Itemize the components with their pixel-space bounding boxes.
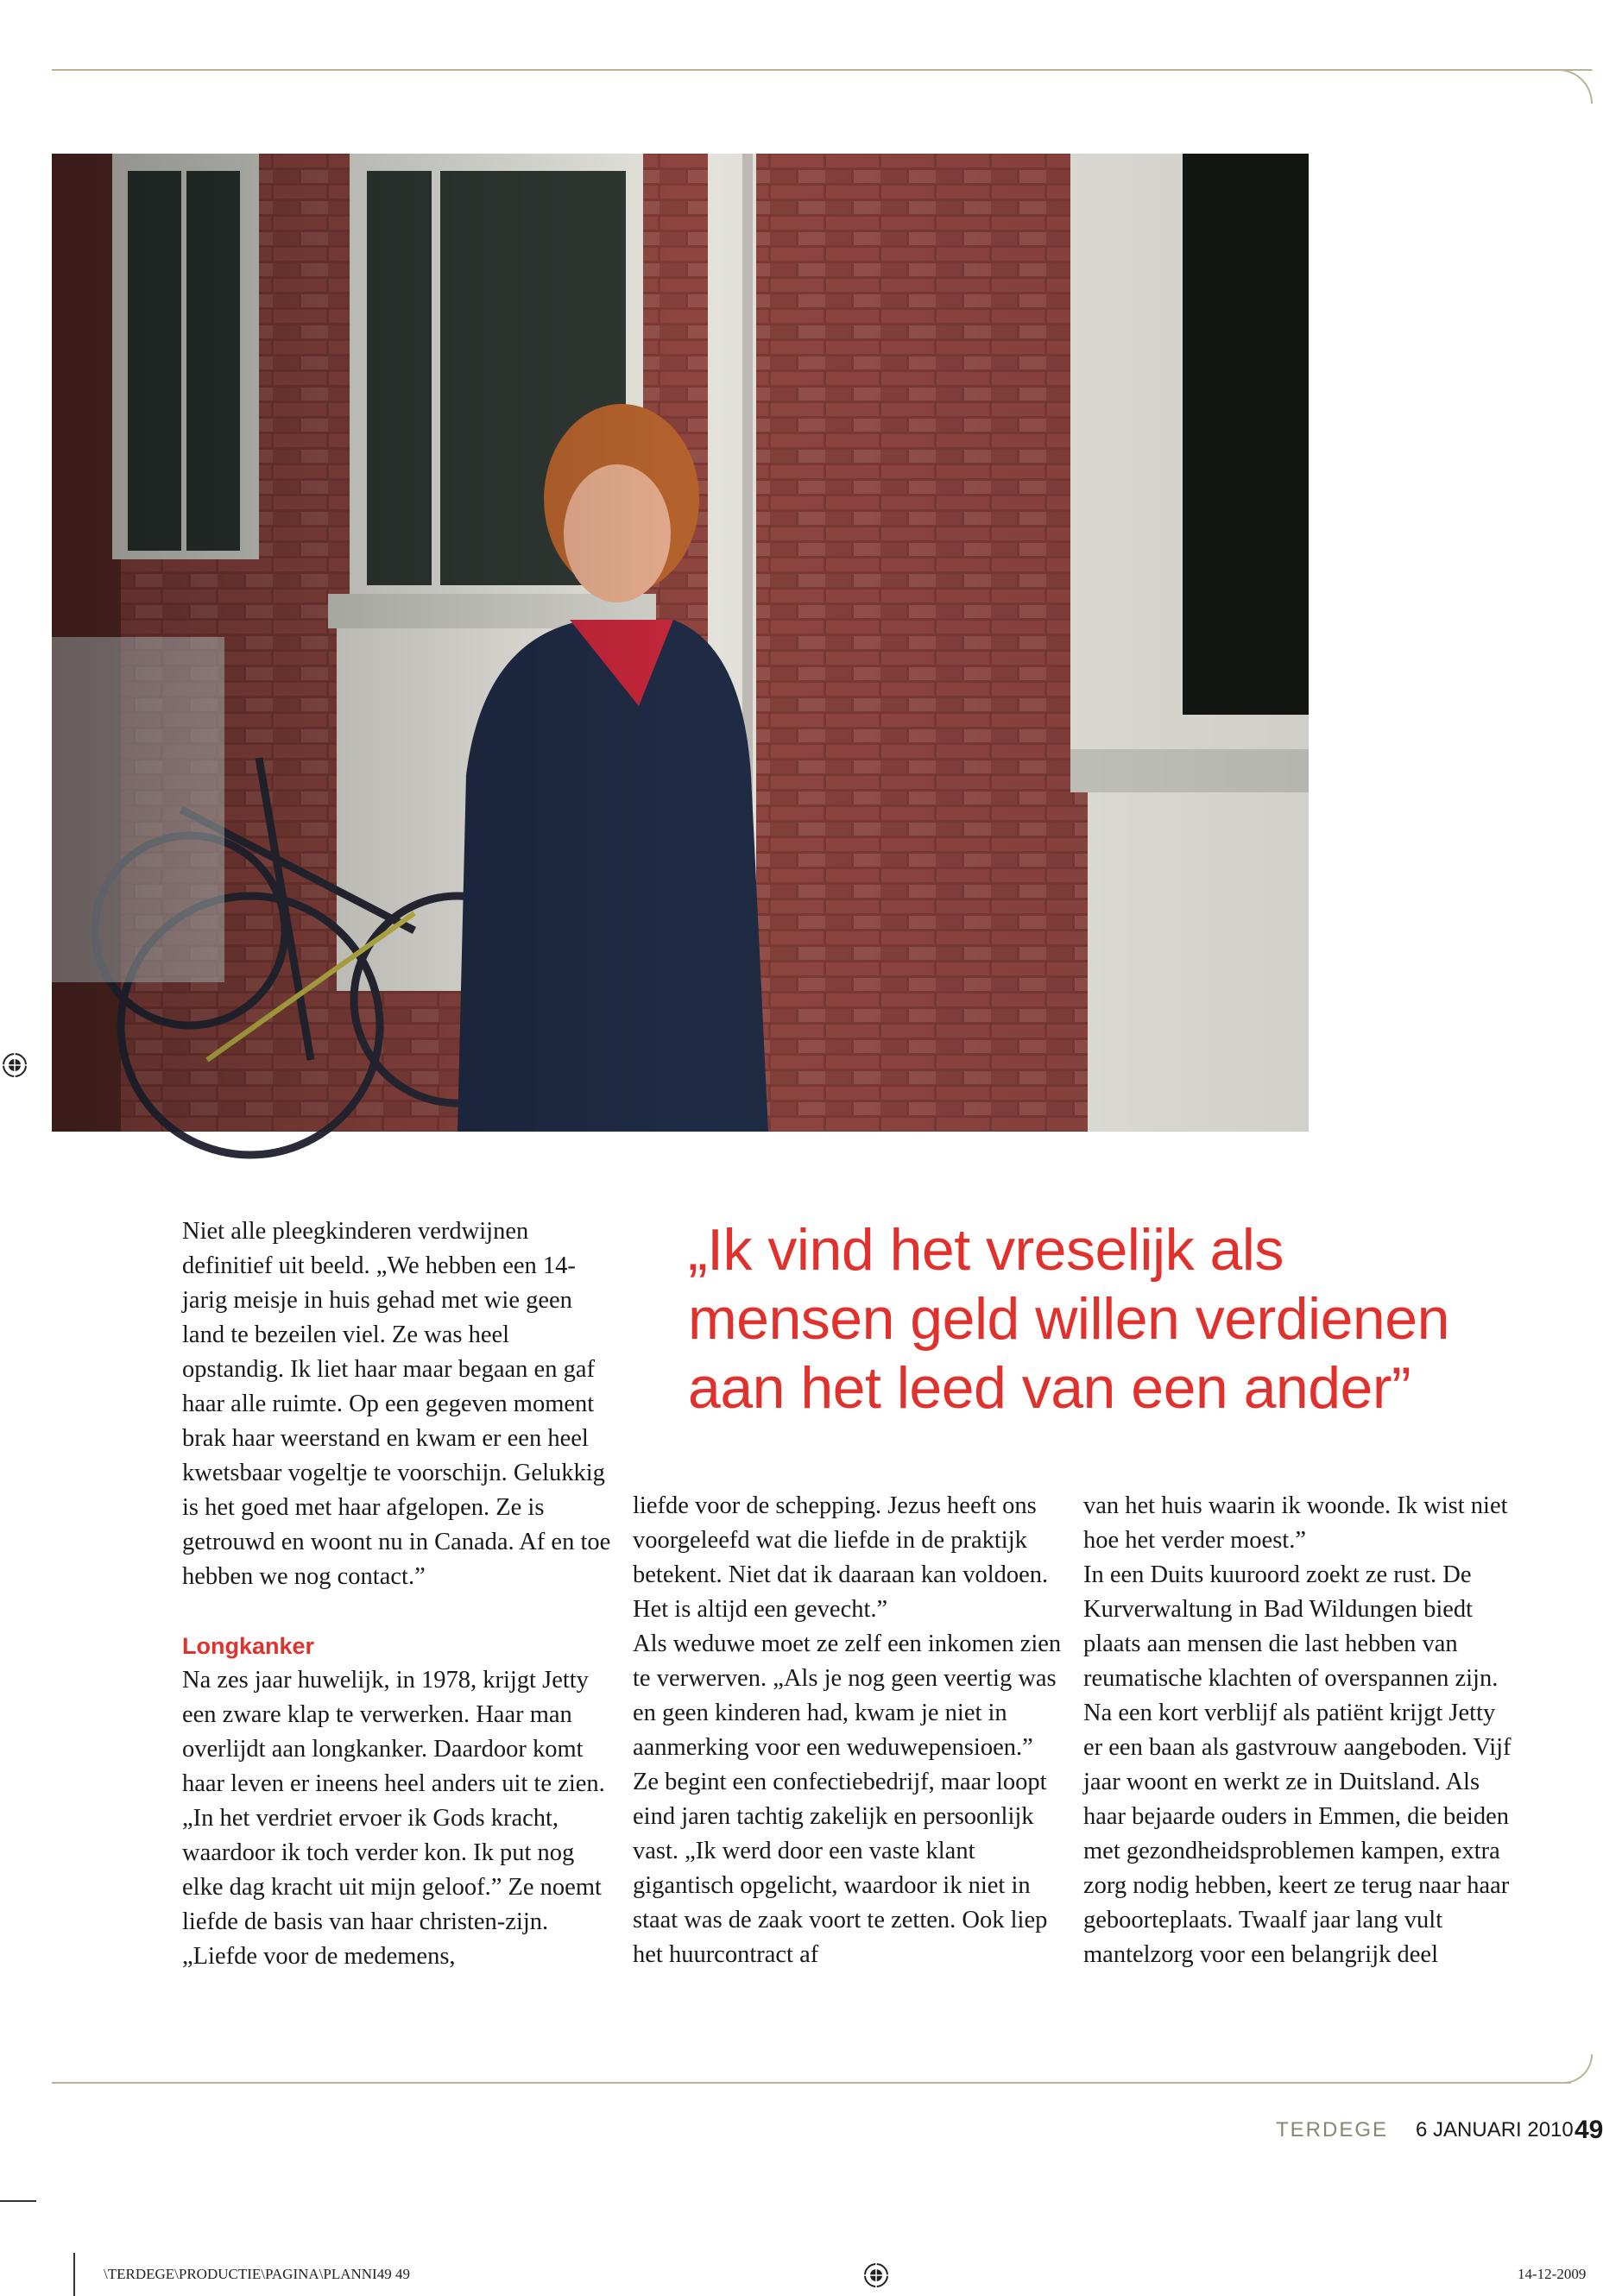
section-subheading: Longkanker — [182, 1633, 315, 1659]
top-rule — [52, 69, 1593, 71]
body-paragraph: Na zes jaar huwelijk, in 1978, krijgt Jetty een zware klap te verwerken. Haar man overlijdt aan longkanker. Daardoor komt haar leven er ineens heel anders uit te zien. „In het verdriet ervoer ik Gods kracht, waardoor ik toch verder kon. Ik put nog elke dag kracht uit mijn geloof.” Ze noemt liefde de basis van haar christen-zijn. „Liefde voor de medemens, — [182, 1667, 605, 1970]
footer-issue-date: 6 JANUARI 2010 — [1416, 2118, 1574, 2141]
pull-quote — [688, 1215, 1577, 1422]
print-slug-path: \TERDEGE\PRODUCTIE\PAGINA\PLANNI49 49 — [104, 2266, 410, 2282]
pull-quote-line: „Ik vind het vreselijk als — [688, 1217, 1284, 1283]
article-column-3 — [1083, 1489, 1515, 1972]
pull-quote-line: mensen geld willen verdienen — [688, 1286, 1449, 1352]
body-paragraph: In een Duits kuuroord zoekt ze rust. De Kurverwaltung in Bad Wildungen biedt plaats aan mensen die last hebben van reumatische klachten of overspannen zijn. Na een kort verblijf als patiënt krijgt Jetty er een baan als gastvrouw aangeboden. Vijf jaar woont en werkt ze in Duitsland. Als haar bejaarde ouders in Emmen, die beiden met gezondheidsproblemen kampen, extra zorg nodig hebben, keert ze terug naar haar geboorteplaats. Twaalf jaar lang vult mantelzorg voor een belangrijk deel — [1083, 1561, 1511, 1968]
footer-magazine-name: TERDEGE — [1276, 2118, 1389, 2141]
body-paragraph: Als weduwe moet ze zelf een inkomen zien te verwerven. „Als je nog geen veertig was en geen kinderen had, kwam je niet in aanmerking voor een weduwepensioen.” Ze begint een confectiebedrijf, maar loopt eind jaren tachtig zakelijk en persoonlijk vast. „Ik werd door een vaste klant gigantisch opgelicht, waardoor ik niet in staat was de zaak voort te zetten. Ook liep het huurcontract af — [633, 1631, 1062, 1968]
pull-quote-line: aan het leed van een ander” — [688, 1355, 1411, 1421]
crop-mark — [73, 2253, 75, 2296]
bottom-rule — [52, 2082, 1571, 2084]
bottom-rule-corner — [1537, 2054, 1593, 2084]
print-slug-date: 14-12-2009 — [1518, 2266, 1587, 2282]
registration-mark-icon — [0, 1050, 29, 1080]
article-column-1 — [182, 1214, 614, 1974]
article-column-2 — [633, 1489, 1064, 1972]
footer-page-number: 49 — [1575, 2116, 1603, 2144]
top-rule-corner — [1519, 69, 1593, 104]
body-paragraph: Niet alle pleegkinderen verdwijnen definitief uit beeld. „We hebben een 14-jarig meisje in huis gehad met wie geen land te bezeilen viel. Ze was heel opstandig. Ik liet haar maar begaan en gaf haar alle ruimte. Op een gegeven moment brak haar weerstand en kwam er een heel kwetsbaar vogeltje te voorschijn. Gelukkig is het goed met haar afgelopen. Ze is getrouwd en woont nu in Canada. Af en toe hebben we nog contact.” — [182, 1218, 611, 1590]
body-paragraph: van het huis waarin ik woonde. Ik wist niet hoe het verder moest.” — [1083, 1492, 1508, 1554]
article-photo — [52, 154, 1309, 1132]
registration-mark-icon — [861, 2261, 891, 2290]
body-paragraph: liefde voor de schepping. Jezus heeft ons voorgeleefd wat die liefde in de praktijk betekent. Niet dat ik daaraan kan voldoen. Het is altijd een gevecht.” — [633, 1492, 1049, 1623]
photo-woman-by-brick-wall-icon — [52, 154, 1309, 1132]
crop-mark — [0, 2200, 36, 2202]
